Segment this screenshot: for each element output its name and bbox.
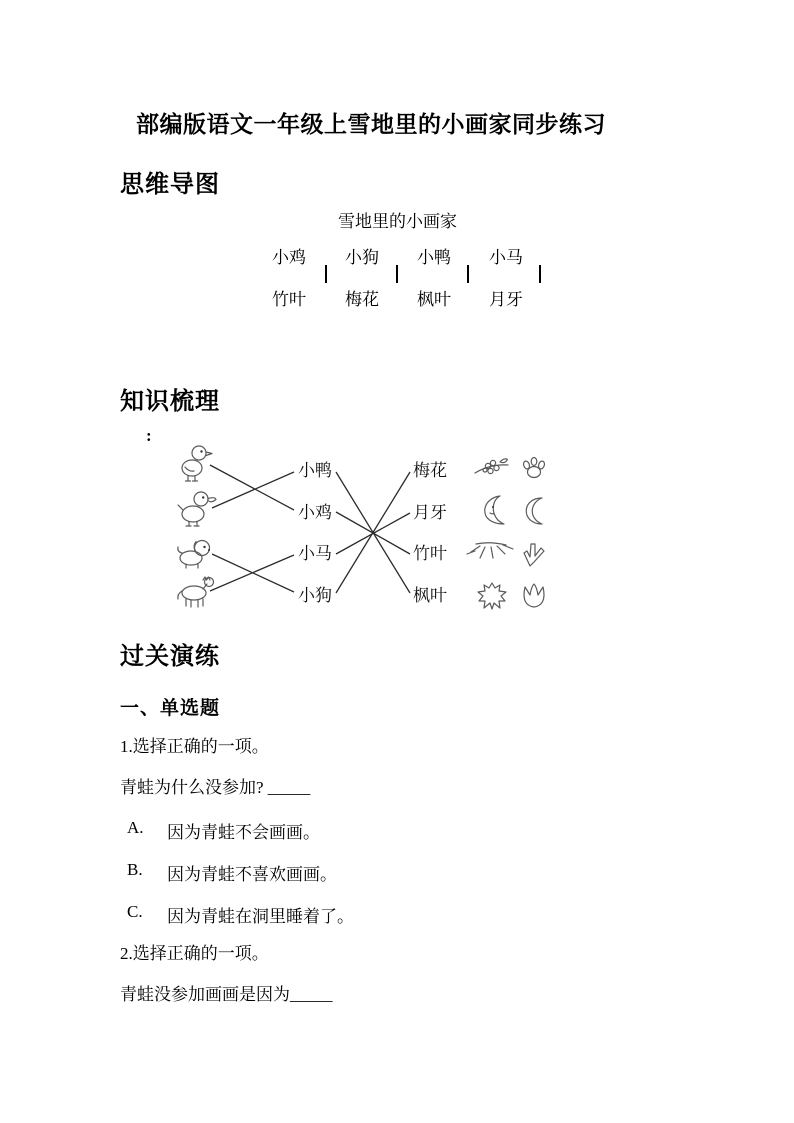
knowledge-colon: : bbox=[146, 426, 152, 445]
option-c-label: C. bbox=[127, 902, 143, 921]
match-lines-right bbox=[336, 472, 410, 593]
duckling-icon bbox=[178, 492, 216, 526]
maple-leaf-icon bbox=[478, 583, 506, 609]
mindmap-root-label: 雪地里的小画家 bbox=[338, 212, 457, 231]
mindmap-pattern-label: 竹叶 bbox=[272, 290, 306, 309]
mindmap-animal-label: 小鸭 bbox=[417, 248, 451, 267]
option-b-label: B. bbox=[127, 860, 143, 879]
animal-label[interactable]: 小狗 bbox=[298, 586, 332, 605]
duck-footprint-icon bbox=[524, 584, 544, 607]
knowledge-heading: 知识梳理 bbox=[120, 388, 220, 415]
mindmap-animal-label: 小马 bbox=[489, 248, 523, 267]
question1-text: 青蛙为什么没参加? _____ bbox=[120, 778, 311, 797]
mindmap-pattern-label: 枫叶 bbox=[417, 290, 451, 309]
horse-icon bbox=[178, 577, 214, 607]
animal-label[interactable]: 小鸡 bbox=[298, 503, 332, 522]
pattern-label[interactable]: 月牙 bbox=[413, 503, 447, 522]
mindmap-pattern-label: 月牙 bbox=[489, 290, 523, 309]
question1-prompt: 1.选择正确的一项。 bbox=[120, 737, 269, 756]
option-b-text: 因为青蛙不喜欢画画。 bbox=[167, 865, 337, 884]
question2-prompt: 2.选择正确的一项。 bbox=[120, 944, 269, 963]
mindmap-animal-label: 小鸡 bbox=[272, 248, 306, 267]
plum-blossom-branch-icon bbox=[475, 459, 508, 474]
option-a-label: A. bbox=[127, 818, 144, 837]
mindmap-animal-label: 小狗 bbox=[345, 248, 379, 267]
bird-footprint-icon bbox=[524, 544, 544, 566]
bamboo-leaves-icon bbox=[467, 543, 513, 558]
question2-text: 青蛙没参加画画是因为_____ bbox=[120, 985, 333, 1004]
mindmap-connector-line bbox=[396, 265, 398, 283]
mindmap-heading: 思维导图 bbox=[120, 171, 220, 198]
moon-face-icon bbox=[485, 496, 504, 524]
mindmap-connector-line bbox=[467, 265, 469, 283]
matching-exercise-diagram bbox=[160, 440, 580, 625]
option-c-text: 因为青蛙在洞里睡着了。 bbox=[167, 907, 354, 926]
chick-icon bbox=[182, 446, 212, 481]
animal-label[interactable]: 小鸭 bbox=[298, 461, 332, 480]
match-lines-left bbox=[210, 465, 294, 592]
mindmap-connector-line bbox=[539, 265, 541, 283]
mindmap-connector-line bbox=[325, 265, 327, 283]
crescent-moon-icon bbox=[526, 498, 542, 524]
puppy-icon bbox=[178, 541, 210, 569]
option-a-text: 因为青蛙不会画画。 bbox=[167, 823, 320, 842]
question-type-subheading: 一、单选题 bbox=[120, 698, 221, 719]
paw-print-icon bbox=[523, 458, 546, 478]
pattern-label[interactable]: 梅花 bbox=[413, 461, 447, 480]
pattern-label[interactable]: 竹叶 bbox=[413, 544, 447, 563]
page-title: 部编版语文一年级上雪地里的小画家同步练习 bbox=[136, 111, 606, 137]
mindmap-pattern-label: 梅花 bbox=[345, 290, 379, 309]
pattern-label[interactable]: 枫叶 bbox=[413, 586, 447, 605]
practice-heading: 过关演练 bbox=[120, 643, 220, 670]
animal-label[interactable]: 小马 bbox=[298, 544, 332, 563]
